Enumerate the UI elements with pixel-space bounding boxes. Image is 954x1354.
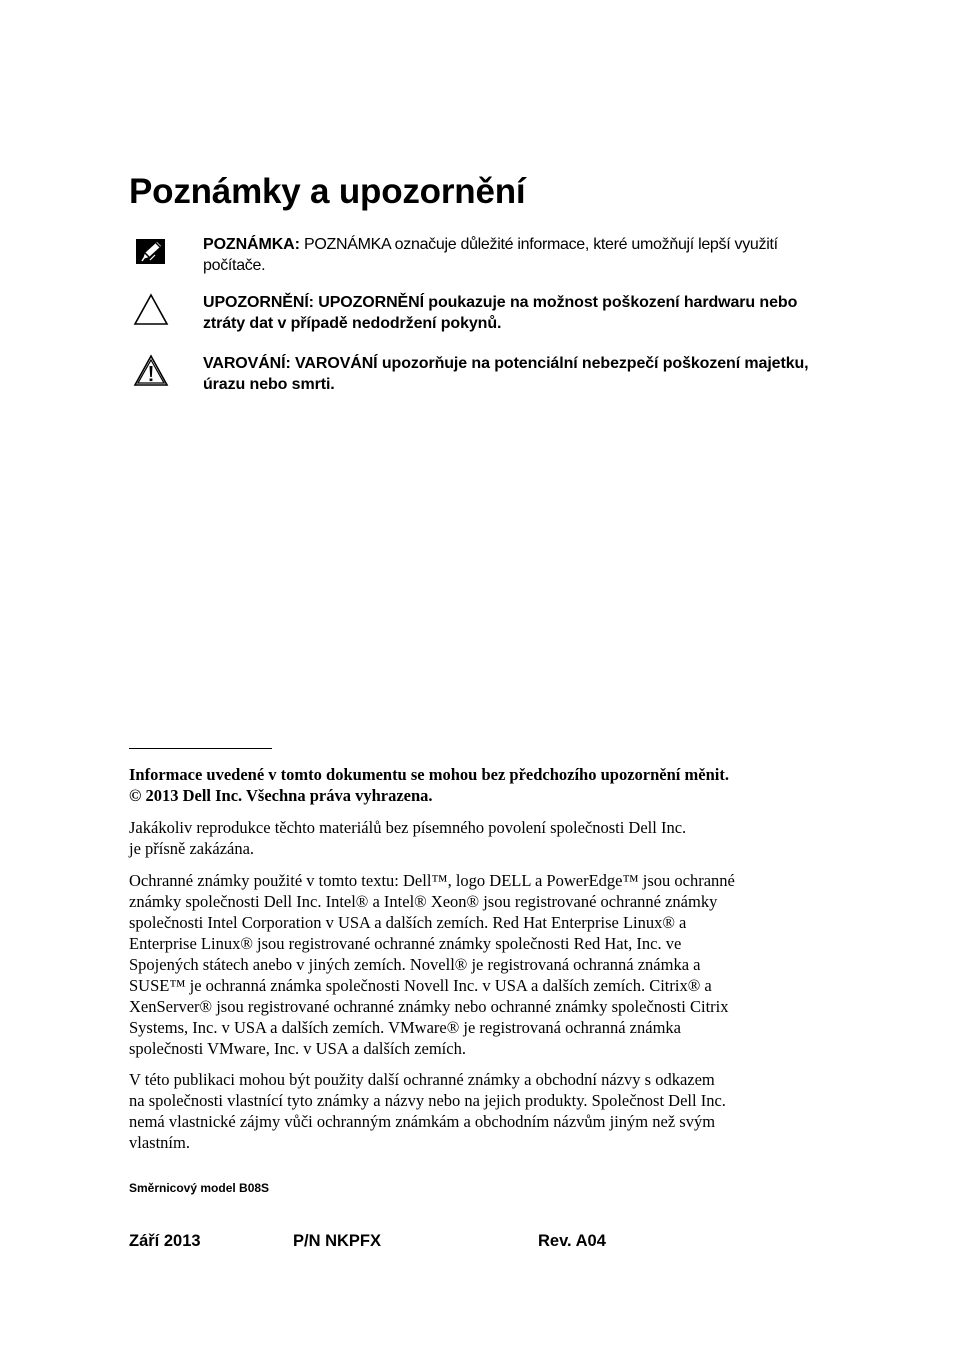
note-body: POZNÁMKA označuje důležité informace, které umožňují lepší využití počítače.: [203, 236, 778, 274]
footnote-divider: [129, 748, 272, 749]
regulatory-model: Směrnicový model B08S: [129, 1181, 270, 1195]
note-pencil-icon: [133, 234, 169, 270]
warning-exclamation-icon: [133, 353, 169, 389]
reproduction-line: Jakákoliv reprodukce těchto materiálů bez písemného povolení společnosti Dell Inc.: [129, 818, 687, 837]
reproduction-line: je přísně zakázána.: [129, 839, 255, 858]
other-marks-line: vlastním.: [129, 1133, 190, 1152]
trademarks-line: Systems, Inc. v USA a dalších zemích. VMware® je registrovaná ochranná známka: [129, 1018, 681, 1037]
trademarks-line: společnosti Intel Corporation v USA a dalších zemích. Red Hat Enterprise Linux® a: [129, 913, 687, 932]
note-label: POZNÁMKA:: [203, 236, 300, 253]
publication-date: Září 2013: [129, 1232, 201, 1250]
change-notice: Informace uvedené v tomto dokumentu se mohou bez předchozího upozornění měnit.: [129, 765, 729, 784]
caution-label: UPOZORNĚNÍ:: [203, 294, 314, 311]
reproduction-notice: [129, 817, 799, 859]
trademarks-line: společnosti VMware, Inc. v USA a dalších zemích.: [129, 1039, 466, 1058]
other-marks-line: nemá vlastnické zájmy vůči ochranným známkám a obchodním názvům jiným než svým: [129, 1112, 716, 1131]
page-title: Poznámky a upozornění: [129, 172, 526, 211]
part-number: P/N NKPFX: [293, 1232, 382, 1250]
other-marks-line: V této publikaci mohou být použity další ochranné známky a obchodní názvy s odkazem: [129, 1070, 715, 1089]
trademarks-paragraph: [129, 870, 799, 1059]
warning-body: VAROVÁNÍ upozorňuje na potenciální nebezpečí poškození majetku, úrazu nebo smrti.: [203, 355, 809, 393]
copyright: © 2013 Dell Inc. Všechna práva vyhrazena.: [129, 786, 433, 805]
warning-label: VAROVÁNÍ:: [203, 355, 291, 372]
trademarks-line: známky společnosti Dell Inc. Intel® a Intel® Xeon® jsou registrované ochranné známky: [129, 892, 718, 911]
document-footer: [0, 1232, 954, 1256]
trademarks-line: Spojených státech anebo v jiných zemích. Novell® je registrovaná ochranná známka a: [129, 955, 701, 974]
note-text: [203, 234, 819, 276]
trademarks-line: Ochranné známky použité v tomto textu: Dell™, logo DELL a PowerEdge™ jsou ochranné: [129, 871, 735, 890]
trademarks-line: Enterprise Linux® jsou registrované ochranné známky společnosti Red Hat, Inc. ve: [129, 934, 682, 953]
trademarks-line: SUSE™ je ochranná známka společnosti Novell Inc. v USA a dalších zemích. Citrix® a: [129, 976, 712, 995]
note-notice: [129, 234, 819, 278]
warning-text: [203, 353, 819, 395]
warning-notice: [129, 353, 819, 397]
caution-triangle-icon: [133, 292, 169, 328]
other-marks-line: na společnosti vlastnící tyto známky a názvy nebo na jejich produkty. Společnost Dell Inc.: [129, 1091, 726, 1110]
caution-text: [203, 292, 819, 334]
caution-body: UPOZORNĚNÍ poukazuje na možnost poškození hardwaru nebo ztráty dat v případě nedodržení pokynů.: [203, 294, 798, 332]
caution-notice: [129, 292, 819, 336]
trademarks-line: XenServer® jsou registrované ochranné známky nebo ochranné známky společnosti Citrix: [129, 997, 729, 1016]
revision: Rev. A04: [538, 1232, 606, 1250]
change-notice-block: [129, 764, 799, 806]
other-marks-paragraph: [129, 1069, 799, 1153]
